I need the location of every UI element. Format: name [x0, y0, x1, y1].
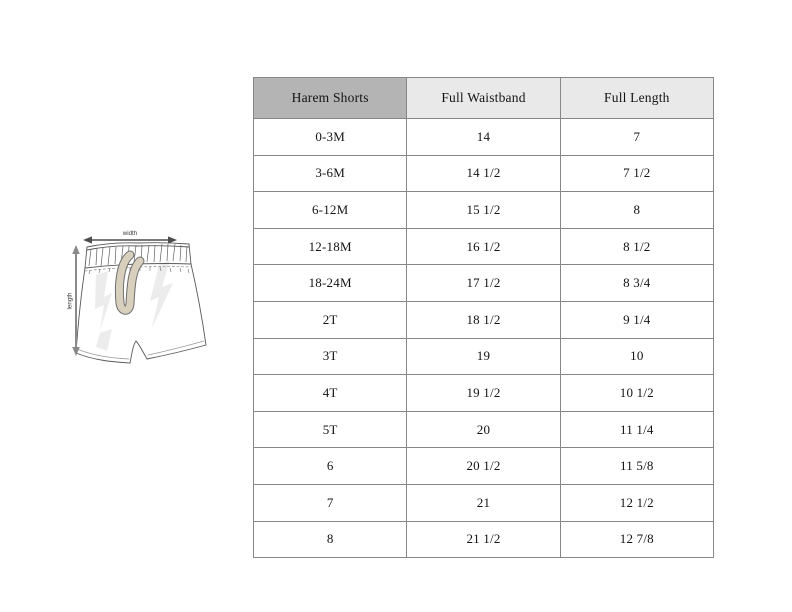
table-cell-size: 18-24M: [254, 265, 407, 302]
table-cell-length: 7: [560, 119, 713, 156]
table-cell-size: 0-3M: [254, 119, 407, 156]
table-cell-waistband: 20: [407, 411, 560, 448]
drawstring: [119, 255, 140, 310]
table-cell-length: 12 1/2: [560, 484, 713, 521]
header-cell-waistband: Full Waistband: [407, 78, 560, 119]
table-cell-length: 7 1/2: [560, 155, 713, 192]
table-cell-length: 10: [560, 338, 713, 375]
table-cell-size: 5T: [254, 411, 407, 448]
shorts-illustration: [60, 213, 216, 383]
length-label: length: [66, 292, 74, 310]
size-table-header: [254, 78, 714, 119]
table-cell-waistband: 18 1/2: [407, 301, 560, 338]
table-cell-size: 8: [254, 521, 407, 558]
table-row: [254, 521, 714, 558]
table-cell-waistband: 21 1/2: [407, 521, 560, 558]
table-cell-size: 3-6M: [254, 155, 407, 192]
table-cell-size: 7: [254, 484, 407, 521]
table-row: [254, 228, 714, 265]
table-cell-length: 9 1/4: [560, 301, 713, 338]
table-cell-waistband: 20 1/2: [407, 448, 560, 485]
table-row: [254, 448, 714, 485]
table-row: [254, 411, 714, 448]
table-row: [254, 375, 714, 412]
table-row: [254, 338, 714, 375]
table-cell-length: 11 5/8: [560, 448, 713, 485]
table-cell-size: 3T: [254, 338, 407, 375]
table-cell-length: 11 1/4: [560, 411, 713, 448]
table-cell-waistband: 14: [407, 119, 560, 156]
table-cell-waistband: 21: [407, 484, 560, 521]
table-row: [254, 484, 714, 521]
table-cell-size: 4T: [254, 375, 407, 412]
size-table-body: [254, 119, 714, 558]
table-cell-waistband: 14 1/2: [407, 155, 560, 192]
shorts-diagram: [60, 213, 216, 383]
table-cell-waistband: 17 1/2: [407, 265, 560, 302]
size-chart-table: [253, 77, 714, 558]
table-cell-length: 10 1/2: [560, 375, 713, 412]
header-row: [254, 78, 714, 119]
width-label: width: [122, 230, 138, 237]
table-row: [254, 155, 714, 192]
table-cell-length: 8 1/2: [560, 228, 713, 265]
table-cell-length: 8: [560, 192, 713, 229]
table-cell-size: 2T: [254, 301, 407, 338]
table-row: [254, 119, 714, 156]
header-cell-size: Harem Shorts: [254, 78, 407, 119]
header-cell-length: Full Length: [560, 78, 713, 119]
size-chart-table-container: [253, 77, 714, 558]
table-cell-size: 6: [254, 448, 407, 485]
table-row: [254, 265, 714, 302]
table-cell-waistband: 19: [407, 338, 560, 375]
table-cell-length: 8 3/4: [560, 265, 713, 302]
table-cell-waistband: 19 1/2: [407, 375, 560, 412]
table-cell-size: 6-12M: [254, 192, 407, 229]
table-cell-size: 12-18M: [254, 228, 407, 265]
table-row: [254, 192, 714, 229]
table-cell-length: 12 7/8: [560, 521, 713, 558]
table-cell-waistband: 16 1/2: [407, 228, 560, 265]
table-cell-waistband: 15 1/2: [407, 192, 560, 229]
table-row: [254, 301, 714, 338]
